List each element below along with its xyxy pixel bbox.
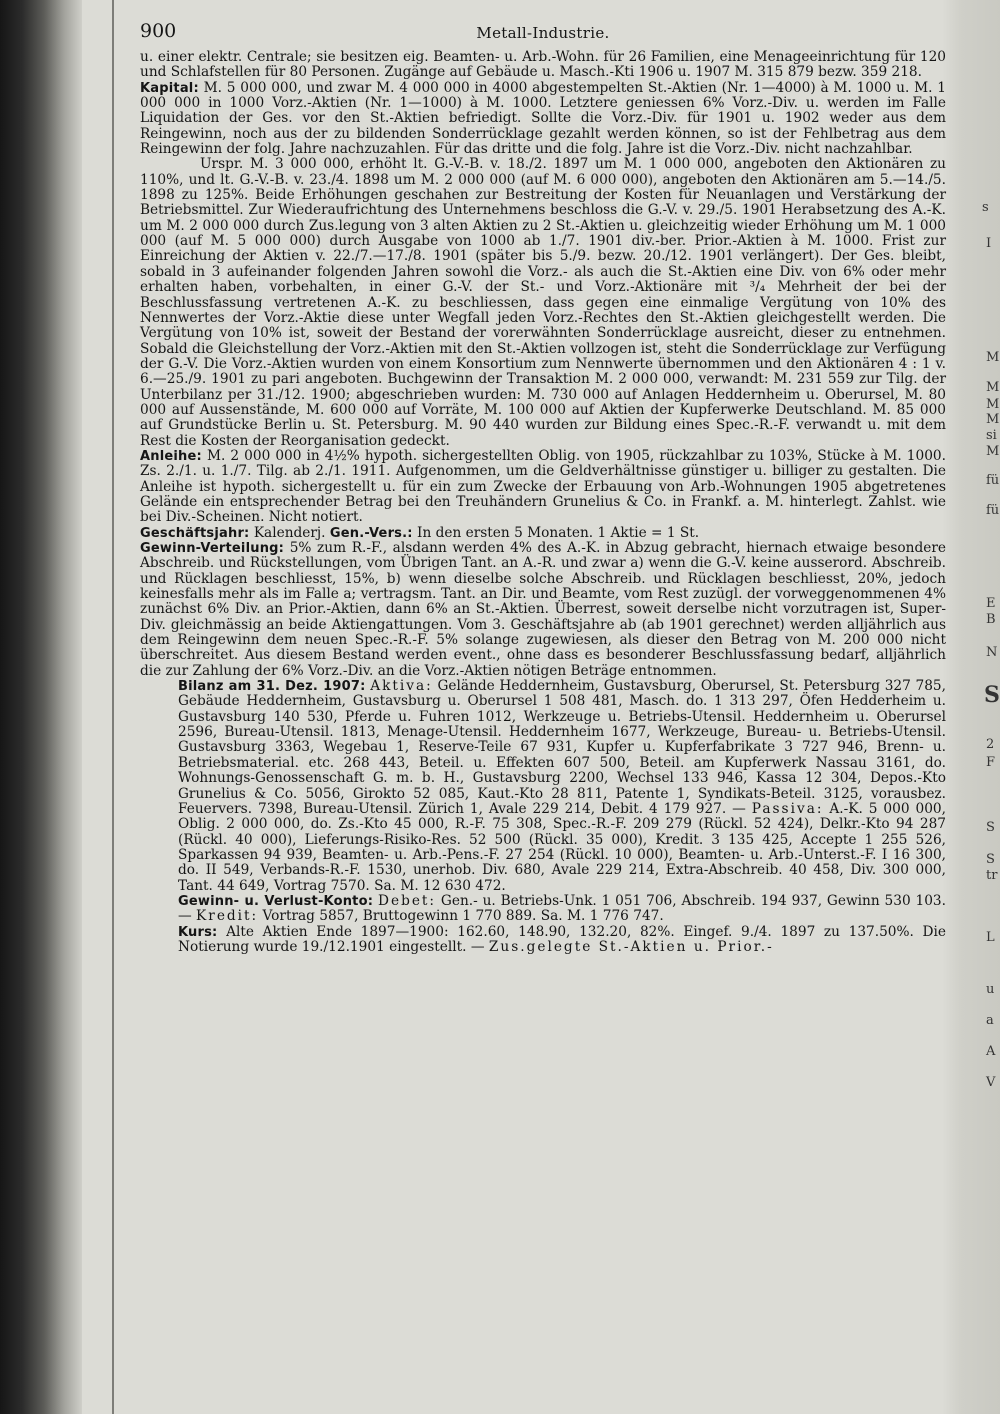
adjacent-page-edge	[942, 0, 1000, 1414]
geschaeftsjahr-text: Kalenderj.	[253, 524, 326, 541]
book-spine-shadow	[0, 0, 82, 1414]
margin-fragment: M	[986, 412, 1000, 427]
kapital-label: Kapital:	[140, 80, 199, 96]
margin-fragment: V	[986, 1075, 996, 1090]
margin-fragment: M	[986, 444, 1000, 459]
margin-fragment: s	[982, 200, 989, 215]
gen-vers-label: Gen.-Vers.:	[329, 525, 413, 541]
margin-fragment: M	[986, 380, 1000, 395]
margin-fragment: L	[986, 930, 995, 945]
margin-fragment: si	[986, 428, 997, 443]
debet-label: Debet:	[378, 892, 437, 909]
anleihe-text: M. 2 000 000 in 4½% hypoth. sichergestellten Oblig. von 1905, rückzahlbar zu 103%, Stücke à M. 1000. Zs. 2./1. u. 1./7. Tilg. ab 2./1. 1911. Aufgenommen, um die Geldverhältnisse günstiger u. billiger zu gestalten. Die Anleihe ist hypoth. sichergestellt u. für ein zum Zwecke der Erbauung von Arb.-Wohnungen 1905 abgetretenes Gelände ein entsprechender Betrag bei den Treuhändern Grunelius & Co. in Frankf. a. M. hinterlegt. Zahlst. wie bei Div.-Scheinen. Nicht notiert.	[140, 447, 946, 526]
margin-fragment: A	[986, 1044, 996, 1059]
margin-fragment: fü	[986, 473, 1000, 488]
bilanz-paragraph	[140, 679, 946, 894]
margin-fragment: S	[986, 820, 995, 835]
margin-fragment: F	[986, 755, 996, 770]
gewinn-verteilung-text: 5% zum R.-F., alsdann werden 4% des A.-K. in Abzug gebracht, hiernach etwaige besondere Abschreib. und Rückstellungen, vom Übrigen Tant. an A.-R. und zwar a) wenn die G.-V. keine ausserord. Abschreib. und Rücklagen beschliesst, 15%, b) wenn dieselbe solche Abschreib. und Rücklagen beschliesst, 20%, jedoch keinesfalls mehr als im Falle a; vertragsm. Tant. an Dir. und Beamte, vom Rest zuzügl. der vorweggenommenen 4% zunächst 6% Div. an Prior.-Aktien, dann 6% an St.-Aktien. Überrest, soweit derselbe nicht vorzutragen ist, Super-Div. gleichmässig an beide Aktiengattungen. Vom 3. Geschäftsjahre ab (ab 1901 gerechnet) werden alljährlich aus dem Reingewinn dem neuen Spec.-R.-F. 5% solange zugewiesen, als dieser den Betrag von M. 200 000 nicht überschreitet. Aus diesem Bestand werden event., ohne dass es besonderer Beschlussfassung bedarf, alljährlich die zur Zahlung der 6% Vorz.-Div. an die Vorz.-Aktien nötigen Beträge entnommen.	[140, 540, 946, 679]
intro-paragraph: u. einer elektr. Centrale; sie besitzen eig. Beamten- u. Arb.-Wohn. für 26 Familien, eine Menageeinrichtung für 120 und Schlafstellen für 80 Personen. Zugänge auf Gebäude u. Masch.-Kti 1906 u. 1907 M. 315 879 bezw. 359 218.	[140, 49, 946, 81]
geschaeftsjahr-label: Geschäftsjahr:	[140, 525, 250, 541]
anleihe-paragraph	[140, 449, 946, 526]
aktiva-label: Aktiva:	[370, 678, 433, 695]
margin-fragment: S	[986, 852, 995, 867]
margin-fragment: a	[986, 1013, 994, 1028]
gewinn-verteilung-label: Gewinn-Verteilung:	[140, 541, 285, 556]
margin-fragment: tr	[986, 868, 998, 883]
kredit-text: Vortrag 5857, Bruttogewinn 1 770 889. Sa. M. 1 776 747.	[262, 908, 664, 925]
gewinn-verlust-label: Gewinn- u. Verlust-Konto:	[178, 893, 374, 909]
margin-fragment: N	[986, 645, 998, 660]
page-edge-line	[112, 0, 114, 1414]
urspr-paragraph: Urspr. M. 3 000 000, erhöht lt. G.-V.-B. v. 18./2. 1897 um M. 1 000 000, angeboten den Aktionären zu 110%, und lt. G.-V.-B. v. 23./4. 1898 um M. 2 000 000 (auf M. 6 000 000), angeboten den Aktionären am 5.—14./5. 1898 zu 125%. Beide Erhöhungen geschahen zur Bestreitung der Kosten für Neuanlagen und Verstärkung der Betriebsmittel. Zur Wiederaufrichtung des Unternehmens beschloss die G.-V. v. 29./5. 1901 Herabsetzung des A.-K. um M. 2 000 000 durch Zus.legung von 3 alten Aktien zu 2 St.-Aktien u. gleichzeitig wieder Erhöhung um M. 1 000 000 (auf M. 5 000 000) durch Ausgabe von 1000 ab 1./7. 1901 div.-ber. Prior.-Aktien à M. 1000. Frist zur Einreichung der Aktien v. 22./7.—17./8. 1901 (später bis 5./9. bezw. 20./12. 1901 verlängert). Der Ges. bleibt, sobald in 3 aufeinander folgenden Jahren sowohl die Vorz.- als auch die St.-Aktien eine Div. von 6% oder mehr erhalten haben, vorbehalten, in einer G.-V. der St.- und Vorz.-Aktionäre mit ³/₄ Mehrheit der bei der Beschlussfassung vertretenen A.-K. zu beschliessen, dass gegen eine einmalige Vergütung von 10% des Nennwertes der Vorz.-Aktie diese unter Wegfall jeden Vorz.-Rechtes den St.-Aktien gleichgestellt werden. Die Vergütung von 10% ist, soweit der Bestand der vorerwähnten Sonderrücklage ausreicht, dieser zu entnehmen. Sobald die Gleichstellung der Vorz.-Aktien mit den St.-Aktien vollzogen ist, steht die Sonderrücklage zur Verfügung der G.-V. Die Vorz.-Aktien wurden von einem Konsortium zum Nennwerte übernommen und den Aktionären 4 : 1 v. 6.—25./9. 1901 zu pari angeboten. Buchgewinn der Transaktion M. 2 000 000, verwandt: M. 231 559 zur Tilg. der Unterbilanz per 31./12. 1900; abgeschrieben wurden: M. 730 000 auf Anlagen Heddernheim u. Oberursel, M. 80 000 auf Aussenstände, M. 600 000 auf Vorräte, M. 100 000 auf Aktien der Kupferwerke Deutschland. M. 85 000 auf Grundstücke Berlin u. St. Petersburg. M. 90 440 wurden zur Bildung eines Spec.-R.-F. verwandt u. mit dem Rest die Kosten der Reorganisation gedeckt.	[140, 156, 946, 449]
page	[140, 14, 946, 1404]
zus-gelegte-label: Zus.gelegte St.-Aktien u. Prior.-	[488, 938, 774, 955]
aktiva-text: Gelände Heddernheim, Gustavsburg, Oberursel, St. Petersburg 327 785, Gebäude Heddernheim, Gustavsburg u. Oberursel 1 508 481, Masch. do. 1 313 297, Öfen Hedderheim u. Gustavsburg 140 530, Pferde u. Fuhren 1012, Werkzeuge u. Betriebs-Utensil. Heddernheim u. Oberursel 2596, Bureau-Utensil. 1813, Menage-Utensil. Heddernheim 1677, Werkzeuge, Bureau- u. Betriebs-Utensil. Gustavsburg 3363, Wegebau 1, Reserve-Teile 67 931, Kupfer u. Kupferfabrikate 3 727 946, Brenn- u. Betriebsmaterial. etc. 268 443, Beteil. u. Effekten 607 500, Beteil. am Kupferwerk Nassau 3161, do. Wohnungs-Genossenschaft G. m. b. H., Gustavsburg 2200, Wechsel 133 946, Kassa 12 304, Depos.-Kto Grunelius & Co. 5056, Girokto 52 085, Kaut.-Kto 28 811, Patente 1, Syndikats-Beteil. 3125, vorausbez. Feuervers. 7398, Bureau-Utensil. Zürich 1, Avale 229 214, Debit. 4 179 927. —	[178, 678, 946, 817]
kurs-text: Alte Aktien Ende 1897—1900: 162.60, 148.90, 132.20, 82%. Eingef. 9./4. 1897 zu 137.50%. Die Notierung wurde 19./12.1901 eingestellt. —	[178, 923, 946, 955]
kredit-label: Kredit:	[196, 908, 259, 925]
margin-fragment: M	[986, 397, 1000, 412]
kapital-paragraph	[140, 81, 946, 158]
gewinn-verteilung-paragraph	[140, 541, 946, 679]
passiva-text: A.-K. 5 000 000, Oblig. 2 000 000, do. Zs.-Kto 45 000, R.-F. 75 308, Spec.-R.-F. 209 279 (Rückl. 52 424), Delkr.-Kto 94 287 (Rückl. 40 000), Lieferungs-Risiko-Res. 52 500 (Rückl. 35 000), Kredit. 3 135 425, Accepte 1 255 526, Sparkassen 94 939, Beamten- u. Arb.-Pens.-F. 27 254 (Rückl. 10 000), Beamten- u. Arb.-Unterst.-F. I 16 300, do. II 549, Verbands-R.-F. 1530, unerhob. Div. 680, Avale 229 214, Extra-Abschreib. 40 458, Div. 300 000, Tant. 44 649, Vortrag 7570. Sa. M. 12 630 472.	[178, 800, 946, 894]
running-title: Metall-Industrie.	[476, 24, 610, 42]
page-body	[140, 50, 946, 955]
anleihe-label: Anleihe:	[140, 448, 202, 464]
passiva-label: Passiva:	[751, 800, 824, 817]
margin-fragment: fü	[986, 503, 1000, 518]
debet-text: Gen.- u. Betriebs-Unk. 1 051 706, Abschreib. 194 937, Gewinn 530 103. —	[178, 892, 946, 925]
geschaeftsjahr-paragraph	[140, 526, 946, 541]
bilanz-label: Bilanz am 31. Dez. 1907:	[178, 679, 366, 695]
margin-fragment: u	[986, 982, 995, 997]
margin-fragment: 2	[986, 737, 995, 752]
kurs-label: Kurs:	[178, 924, 218, 940]
gen-vers-text: In den ersten 5 Monaten. 1 Aktie = 1 St.	[417, 524, 700, 541]
margin-fragment: I	[986, 236, 992, 251]
page-number: 900	[140, 20, 177, 42]
margin-fragment: B	[986, 612, 996, 627]
margin-fragment: E	[986, 596, 996, 611]
page-header	[140, 14, 946, 50]
margin-fragment: M	[986, 350, 1000, 365]
kapital-text: M. 5 000 000, und zwar M. 4 000 000 in 4000 abgestempelten St.-Aktien (Nr. 1—4000) à M. 1000 u. M. 1 000 000 in 1000 Vorz.-Aktien (Nr. 1—1000) à M. 1000. Letztere geniessen 6% Vorz.-Div. u. werden im Falle Liquidation der Ges. vor den St.-Aktien befriedigt. Sollte die Vorz.-Div. für 1901 u. 1902 weder aus dem Reingewinn, noch aus der zu bildenden Sonderrücklage gezahlt werden können, so ist der Fehlbetrag aus dem Reingewinn der folg. Jahre nachzuzahlen. Für das dritte und die folg. Jahre ist die Vorz.-Div. nicht nachzahlbar.	[140, 79, 946, 158]
margin-fragment: S	[984, 682, 1000, 708]
kurs-paragraph	[140, 925, 946, 956]
gewinn-verlust-paragraph	[140, 894, 946, 925]
